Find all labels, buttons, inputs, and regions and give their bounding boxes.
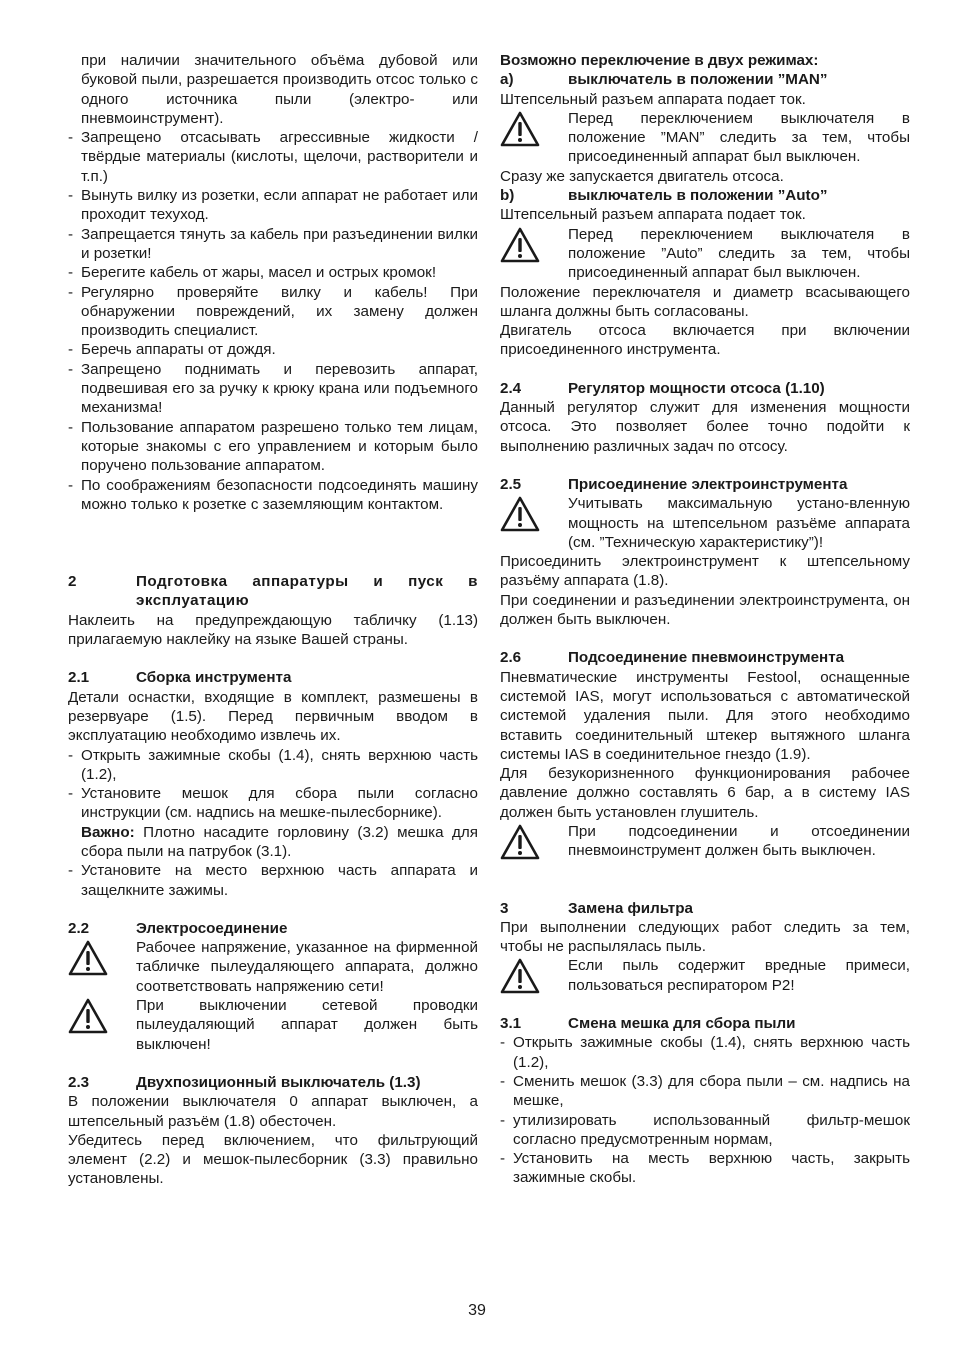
list-item: - Беречь аппараты от дождя. <box>68 340 478 359</box>
section-title: Подготовка аппаратуры и пуск в эксплуатацию <box>136 573 478 610</box>
warning-text: Рабочее напряжение, указанное на фирменной табличке пылеудаляющего аппарата, должно соответствовать напряжению сети! <box>136 939 478 995</box>
note-label: Важно: <box>81 823 135 841</box>
warning-block <box>500 822 910 861</box>
warning-triangle-icon <box>500 956 568 995</box>
warning-triangle-icon <box>500 494 568 552</box>
warning-text: При подсоединении и отсоединении пневмоинструмент должен быть выключен. <box>568 822 910 860</box>
section-number: 2.6 <box>500 649 522 667</box>
section-title: Замена фильтра <box>568 899 693 917</box>
section-title: Присоединение электроинструмента <box>568 475 848 493</box>
list-item: - Пользование аппаратом разрешено только тем лицам, которые знакомы с его управлением и которым было поручено пользование аппаратом. <box>68 418 478 476</box>
section-heading-2-2 <box>68 919 478 938</box>
paragraph: Сразу же запускается двигатель отсоса. <box>500 167 784 185</box>
mode-label: a) <box>500 71 514 89</box>
list-item: - Установите мешок для сбора пыли согласно инструкции (см. надпись на мешке-пылесборнике). <box>68 784 478 823</box>
section-heading-2-6 <box>500 648 910 667</box>
section-heading-2-5 <box>500 475 910 494</box>
warning-text: Если пыль содержит вредные примеси, пользоваться респиратором P2! <box>568 957 910 994</box>
note-text: Плотно насадите горловину (3.2) мешка для сбора пыли на патрубок (3.1). <box>81 823 478 860</box>
section-number: 2.4 <box>500 379 522 397</box>
warning-block <box>500 494 910 552</box>
paragraph: Данный регулятор служит для изменения мощности отсоса. Это позволяет более точно подойти к выполнению различных задач по отсосу. <box>500 399 910 455</box>
warning-text: Учитывать максимальную устано-вленную мощность на штепсельном разъёме аппарата (см. ”Техническую характеристику”)! <box>568 495 910 551</box>
mode-title: выключатель в положении ”Auto” <box>568 187 828 205</box>
section-heading-3-1 <box>500 1014 910 1033</box>
warning-block <box>500 956 910 995</box>
list-item: - Берегите кабель от жары, масел и острых кромок! <box>68 263 478 282</box>
mode-label: b) <box>500 187 515 205</box>
intro-continuation: при наличии значительного объёма дубовой или буковой пыли, разрешается производить отсос только с одного источника пыли (электро- или пневмоинструмент). <box>81 52 478 127</box>
list-item: - Открыть зажимные скобы (1.4), снять верхнюю часть (1.2), <box>68 746 478 785</box>
list-item: - Открыть зажимные скобы (1.4), снять верхнюю часть (1.2), <box>500 1033 910 1072</box>
warning-block <box>68 996 478 1054</box>
paragraph: При соединении и разъединении электроинструмента, он должен быть выключен. <box>500 591 910 629</box>
mode-a-heading <box>500 70 910 89</box>
warning-block <box>500 225 910 283</box>
paragraph: Двигатель отсоса включается при включении присоединенного инструмента. <box>500 322 910 359</box>
right-column <box>500 51 910 1188</box>
section-number: 2 <box>68 573 77 591</box>
list-item: - Сменить мешок (3.3) для сбора пыли – см. надпись на мешке, <box>500 1072 910 1111</box>
section-heading-2-4 <box>500 379 910 398</box>
warning-triangle-icon <box>500 109 568 167</box>
paragraph: Наклеить на предупреждающую табличку (1.13) прилагаемую наклейку на языке Вашей страны. <box>68 611 478 649</box>
list-item: - Запрещено отсасывать агрессивные жидкости / твёрдые материалы (кислоты, щелочи, растворители и т.п.) <box>68 128 478 186</box>
warning-block <box>500 109 910 167</box>
warning-block <box>68 938 478 996</box>
mode-title: выключатель в положении ”MAN” <box>568 71 828 89</box>
warning-text: Перед переключением выключателя в положение ”Auto” следить за тем, чтобы присоединенный аппарат был выключен. <box>568 225 910 282</box>
section-number: 3 <box>500 899 509 917</box>
list-item: - Вынуть вилку из розетки, если аппарат не работает или проходит техуход. <box>68 186 478 225</box>
list-item: - Запрещается тянуть за кабель при разъединении вилки и розетки! <box>68 225 478 264</box>
paragraph: Положение переключателя и диаметр всасывающего шланга должны быть согласованы. <box>500 283 910 320</box>
section-number: 2.2 <box>68 919 90 937</box>
paragraph: Детали оснастки, входящие в комплект, размешены в резервуаре (1.5). Перед первичным вводом в эксплуатацию необходимо извлечь их. <box>68 688 478 745</box>
warning-triangle-icon <box>500 225 568 283</box>
section-title: Двухпозиционный выключатель (1.3) <box>136 1073 421 1091</box>
section-heading-2 <box>68 572 478 611</box>
section-heading-3 <box>500 899 910 918</box>
list-item: - Регулярно проверяйте вилку и кабель! При обнаружении повреждений, их замену должен производить специалист. <box>68 283 478 341</box>
list-item: - Установите на место верхнюю часть аппарата и защелкните зажимы. <box>68 861 478 900</box>
paragraph: Пневматические инструменты Festool, оснащенные системой IAS, могут использоваться с автоматической системой удаления пыли. Для этого необходимо вставить соединительный штекер вытяжного шланга системы IAS в соединительное гнездо (1.9). <box>500 668 910 763</box>
paragraph: Убедитесь перед включением, что фильтрующий элемент (2.2) и мешок-пылесборник (3.3) правильно установлены. <box>68 1131 478 1188</box>
section-number: 3.1 <box>500 1015 522 1033</box>
list-item: - Установить на месть верхнюю часть, закрыть зажимные скобы. <box>500 1149 910 1188</box>
list-item: - Запрещено поднимать и перевозить аппарат, подвешивая его за ручку к крюку крана или подъемного механизма! <box>68 360 478 418</box>
left-column <box>68 51 478 1189</box>
warning-triangle-icon <box>68 996 136 1054</box>
warning-triangle-icon <box>500 822 568 861</box>
page-number: 39 <box>468 1302 486 1319</box>
warning-triangle-icon <box>68 938 136 996</box>
list-item: - По соображениям безопасности подсоединять машину можно только к розетке с заземляющим контактом. <box>68 476 478 515</box>
paragraph: Присоединить электроинструмент к штепсельному разъёму аппарата (1.8). <box>500 553 910 590</box>
section-number: 2.5 <box>500 475 522 493</box>
paragraph: При выполнении следующих работ следить за тем, чтобы не распылялась пыль. <box>500 918 910 956</box>
section-heading-2-3 <box>68 1073 478 1092</box>
section-title: Регулятор мощности отсоса (1.10) <box>568 379 825 397</box>
section-number: 2.3 <box>68 1073 90 1091</box>
warning-text: Перед переключением выключателя в положение ”MAN” следить за тем, чтобы присоединенный аппарат был выключен. <box>568 109 910 166</box>
section-title: Электросоединение <box>136 919 288 937</box>
paragraph: Для безукоризненного функционирования рабочее давление должно составлять 6 бар, а в систему IAS должен быть установлен глушитель. <box>500 765 910 821</box>
mode-b-heading <box>500 186 910 205</box>
paragraph: В положении выключателя 0 аппарат выключен, а штепсельный разъём (1.8) обесточен. <box>68 1093 478 1130</box>
modes-intro: Возможно переключение в двух режимах: <box>500 52 819 69</box>
list-item: - утилизировать использованный фильтр-мешок согласно предусмотренным нормам, <box>500 1111 910 1150</box>
section-number: 2.1 <box>68 669 90 687</box>
section-heading-2-1 <box>68 668 478 687</box>
section-title: Подсоединение пневмоинструмента <box>568 649 845 667</box>
warning-text: При выключении сетевой проводки пылеудаляющий аппарат должен быть выключен! <box>136 997 478 1053</box>
section-title: Смена мешка для сбора пыли <box>568 1015 796 1033</box>
paragraph: Штепсельный разъем аппарата подает ток. <box>500 90 806 108</box>
section-title: Сборка инструмента <box>136 669 292 687</box>
paragraph: Штепсельный разъем аппарата подает ток. <box>500 206 806 224</box>
note <box>68 823 478 862</box>
